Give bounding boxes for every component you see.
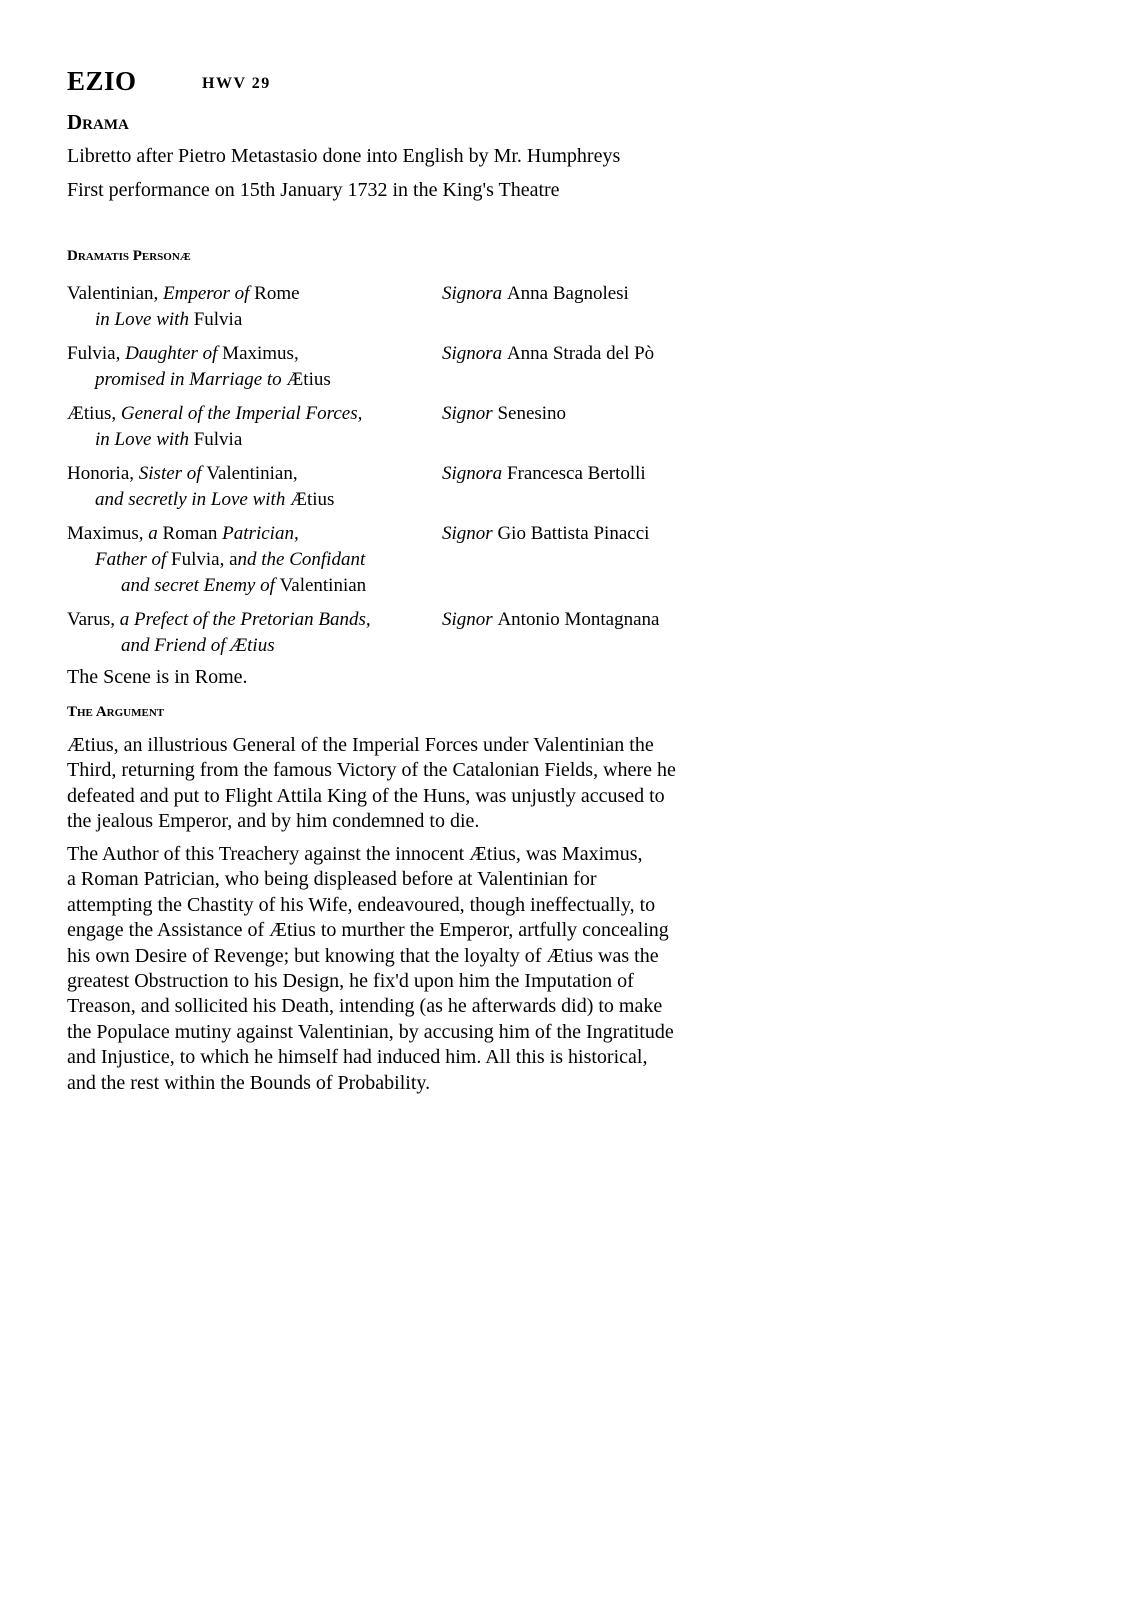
singer bbox=[442, 281, 629, 307]
argument-line: his own Desire of Revenge; but knowing that the loyalty of Ætius was the bbox=[67, 944, 659, 967]
argument-heading: The Argument bbox=[67, 704, 165, 720]
dramatis-personae-heading: Dramatis Personæ bbox=[67, 248, 191, 264]
singer-title: Signora bbox=[442, 283, 507, 304]
role-text: General of the Imperial Forces, bbox=[120, 403, 363, 424]
argument-line: a Roman Patrician, who being displeased before at Valentinian for bbox=[67, 868, 597, 891]
role-text: Patrician, bbox=[222, 523, 299, 544]
performance-line: First performance on 15th January 1732 in the King's Theatre bbox=[67, 179, 560, 201]
role-description bbox=[67, 401, 362, 453]
singer-name: Gio Battista Pinacci bbox=[497, 523, 650, 544]
catalog-number: HWV 29 bbox=[202, 75, 271, 92]
singer-title: Signor bbox=[442, 523, 498, 544]
genre-heading: Drama bbox=[67, 110, 129, 134]
role-text: Fulvia bbox=[171, 549, 220, 570]
role-name: Varus bbox=[67, 609, 111, 630]
argument-line: the Populace mutiny against Valentinian, by accusing him of the Ingratitude bbox=[67, 1020, 674, 1043]
singer bbox=[442, 521, 649, 547]
singer-name: Anna Bagnolesi bbox=[506, 283, 629, 304]
argument-line: Treason, and sollicited his Death, intending (as he afterwards did) to make bbox=[67, 995, 663, 1018]
argument-line: the jealous Emperor, and by him condemned to die. bbox=[67, 810, 480, 833]
role-text: in Love with bbox=[95, 429, 194, 450]
argument-paragraph-1 bbox=[67, 733, 787, 835]
role-name: Valentinian bbox=[67, 283, 154, 304]
singer-name: Anna Strada del Pò bbox=[506, 343, 655, 364]
singer-name: Antonio Montagnana bbox=[497, 609, 660, 630]
libretto-line: Libretto after Pietro Metastasio done into English by Mr. Humphreys bbox=[67, 145, 621, 167]
argument-line: Ætius, an illustrious General of the Imperial Forces under Valentinian the bbox=[67, 734, 654, 756]
singer bbox=[442, 607, 659, 633]
role-text: Valentinian bbox=[279, 575, 367, 596]
role-text: , a bbox=[219, 549, 238, 570]
role-text: Emperor of bbox=[163, 283, 255, 304]
role-text: Valentinian, bbox=[206, 463, 298, 484]
singer-name: Francesca Bertolli bbox=[506, 463, 646, 484]
argument-line: The Author of this Treachery against the innocent Ætius, was Maximus, bbox=[67, 843, 643, 865]
scene-line: The Scene is in Rome. bbox=[67, 666, 248, 688]
role-text: a Prefect of the Pretorian Bands, bbox=[119, 609, 371, 630]
role-description bbox=[67, 461, 334, 513]
role-text: and secret Enemy of bbox=[121, 575, 280, 596]
role-text: Sister of bbox=[138, 463, 207, 484]
argument-line: and Injustice, to which he himself had induced him. All this is historical, bbox=[67, 1046, 648, 1069]
singer-title: Signor bbox=[442, 403, 498, 424]
singer-name: Senesino bbox=[497, 403, 567, 424]
role-description bbox=[67, 341, 331, 393]
role-text: promised in Marriage to bbox=[95, 369, 287, 390]
singer-title: Signor bbox=[442, 609, 498, 630]
argument-line: engage the Assistance of Ætius to murther the Emperor, artfully concealing bbox=[67, 919, 669, 942]
role-text: Fulvia bbox=[193, 309, 243, 330]
role-description bbox=[67, 281, 300, 333]
role-text: , bbox=[115, 343, 126, 364]
role-text: , bbox=[129, 463, 139, 484]
argument-line: and the rest within the Bounds of Probability. bbox=[67, 1071, 431, 1094]
argument-line: Third, returning from the famous Victory of the Catalonian Fields, where he bbox=[67, 759, 676, 782]
singer-title: Signora bbox=[442, 343, 507, 364]
role-description bbox=[67, 607, 371, 659]
singer-title: Signora bbox=[442, 463, 507, 484]
argument-paragraph-2 bbox=[67, 842, 787, 1096]
role-name: Ætius bbox=[67, 403, 112, 424]
libretto-page bbox=[67, 66, 827, 1094]
role-name: Maximus bbox=[67, 523, 139, 544]
role-text: Father of bbox=[95, 549, 171, 570]
role-text: Maximus, bbox=[222, 343, 299, 364]
singer bbox=[442, 341, 654, 367]
opera-title: EZIO bbox=[67, 66, 137, 96]
argument-line: attempting the Chastity of his Wife, endeavoured, though ineffectually, to bbox=[67, 893, 656, 916]
singer bbox=[442, 401, 566, 427]
role-text: Rome bbox=[254, 283, 300, 304]
role-text: Fulvia bbox=[193, 429, 243, 450]
role-text: Roman bbox=[162, 523, 223, 544]
role-text: and secretly in Love with bbox=[95, 489, 291, 510]
role-text: , bbox=[110, 609, 120, 630]
singer bbox=[442, 461, 646, 487]
argument-line: greatest Obstruction to his Design, he fix'd upon him the Imputation of bbox=[67, 970, 634, 993]
role-text: a bbox=[148, 523, 163, 544]
role-text: , bbox=[153, 283, 164, 304]
title-row bbox=[67, 66, 827, 102]
role-text: , bbox=[111, 403, 121, 424]
role-text: Ætius bbox=[286, 369, 331, 390]
role-text: Daughter of bbox=[125, 343, 223, 364]
role-description bbox=[67, 521, 366, 599]
role-text: , bbox=[138, 523, 149, 544]
role-text: and Friend of Ætius bbox=[121, 635, 275, 656]
role-name: Fulvia bbox=[67, 343, 116, 364]
argument-line: defeated and put to Flight Attila King of the Huns, was unjustly accused to bbox=[67, 784, 665, 807]
role-text: in Love with bbox=[95, 309, 194, 330]
role-text: Ætius bbox=[290, 489, 335, 510]
role-text: nd the Confidant bbox=[237, 549, 366, 570]
role-name: Honoria bbox=[67, 463, 130, 484]
